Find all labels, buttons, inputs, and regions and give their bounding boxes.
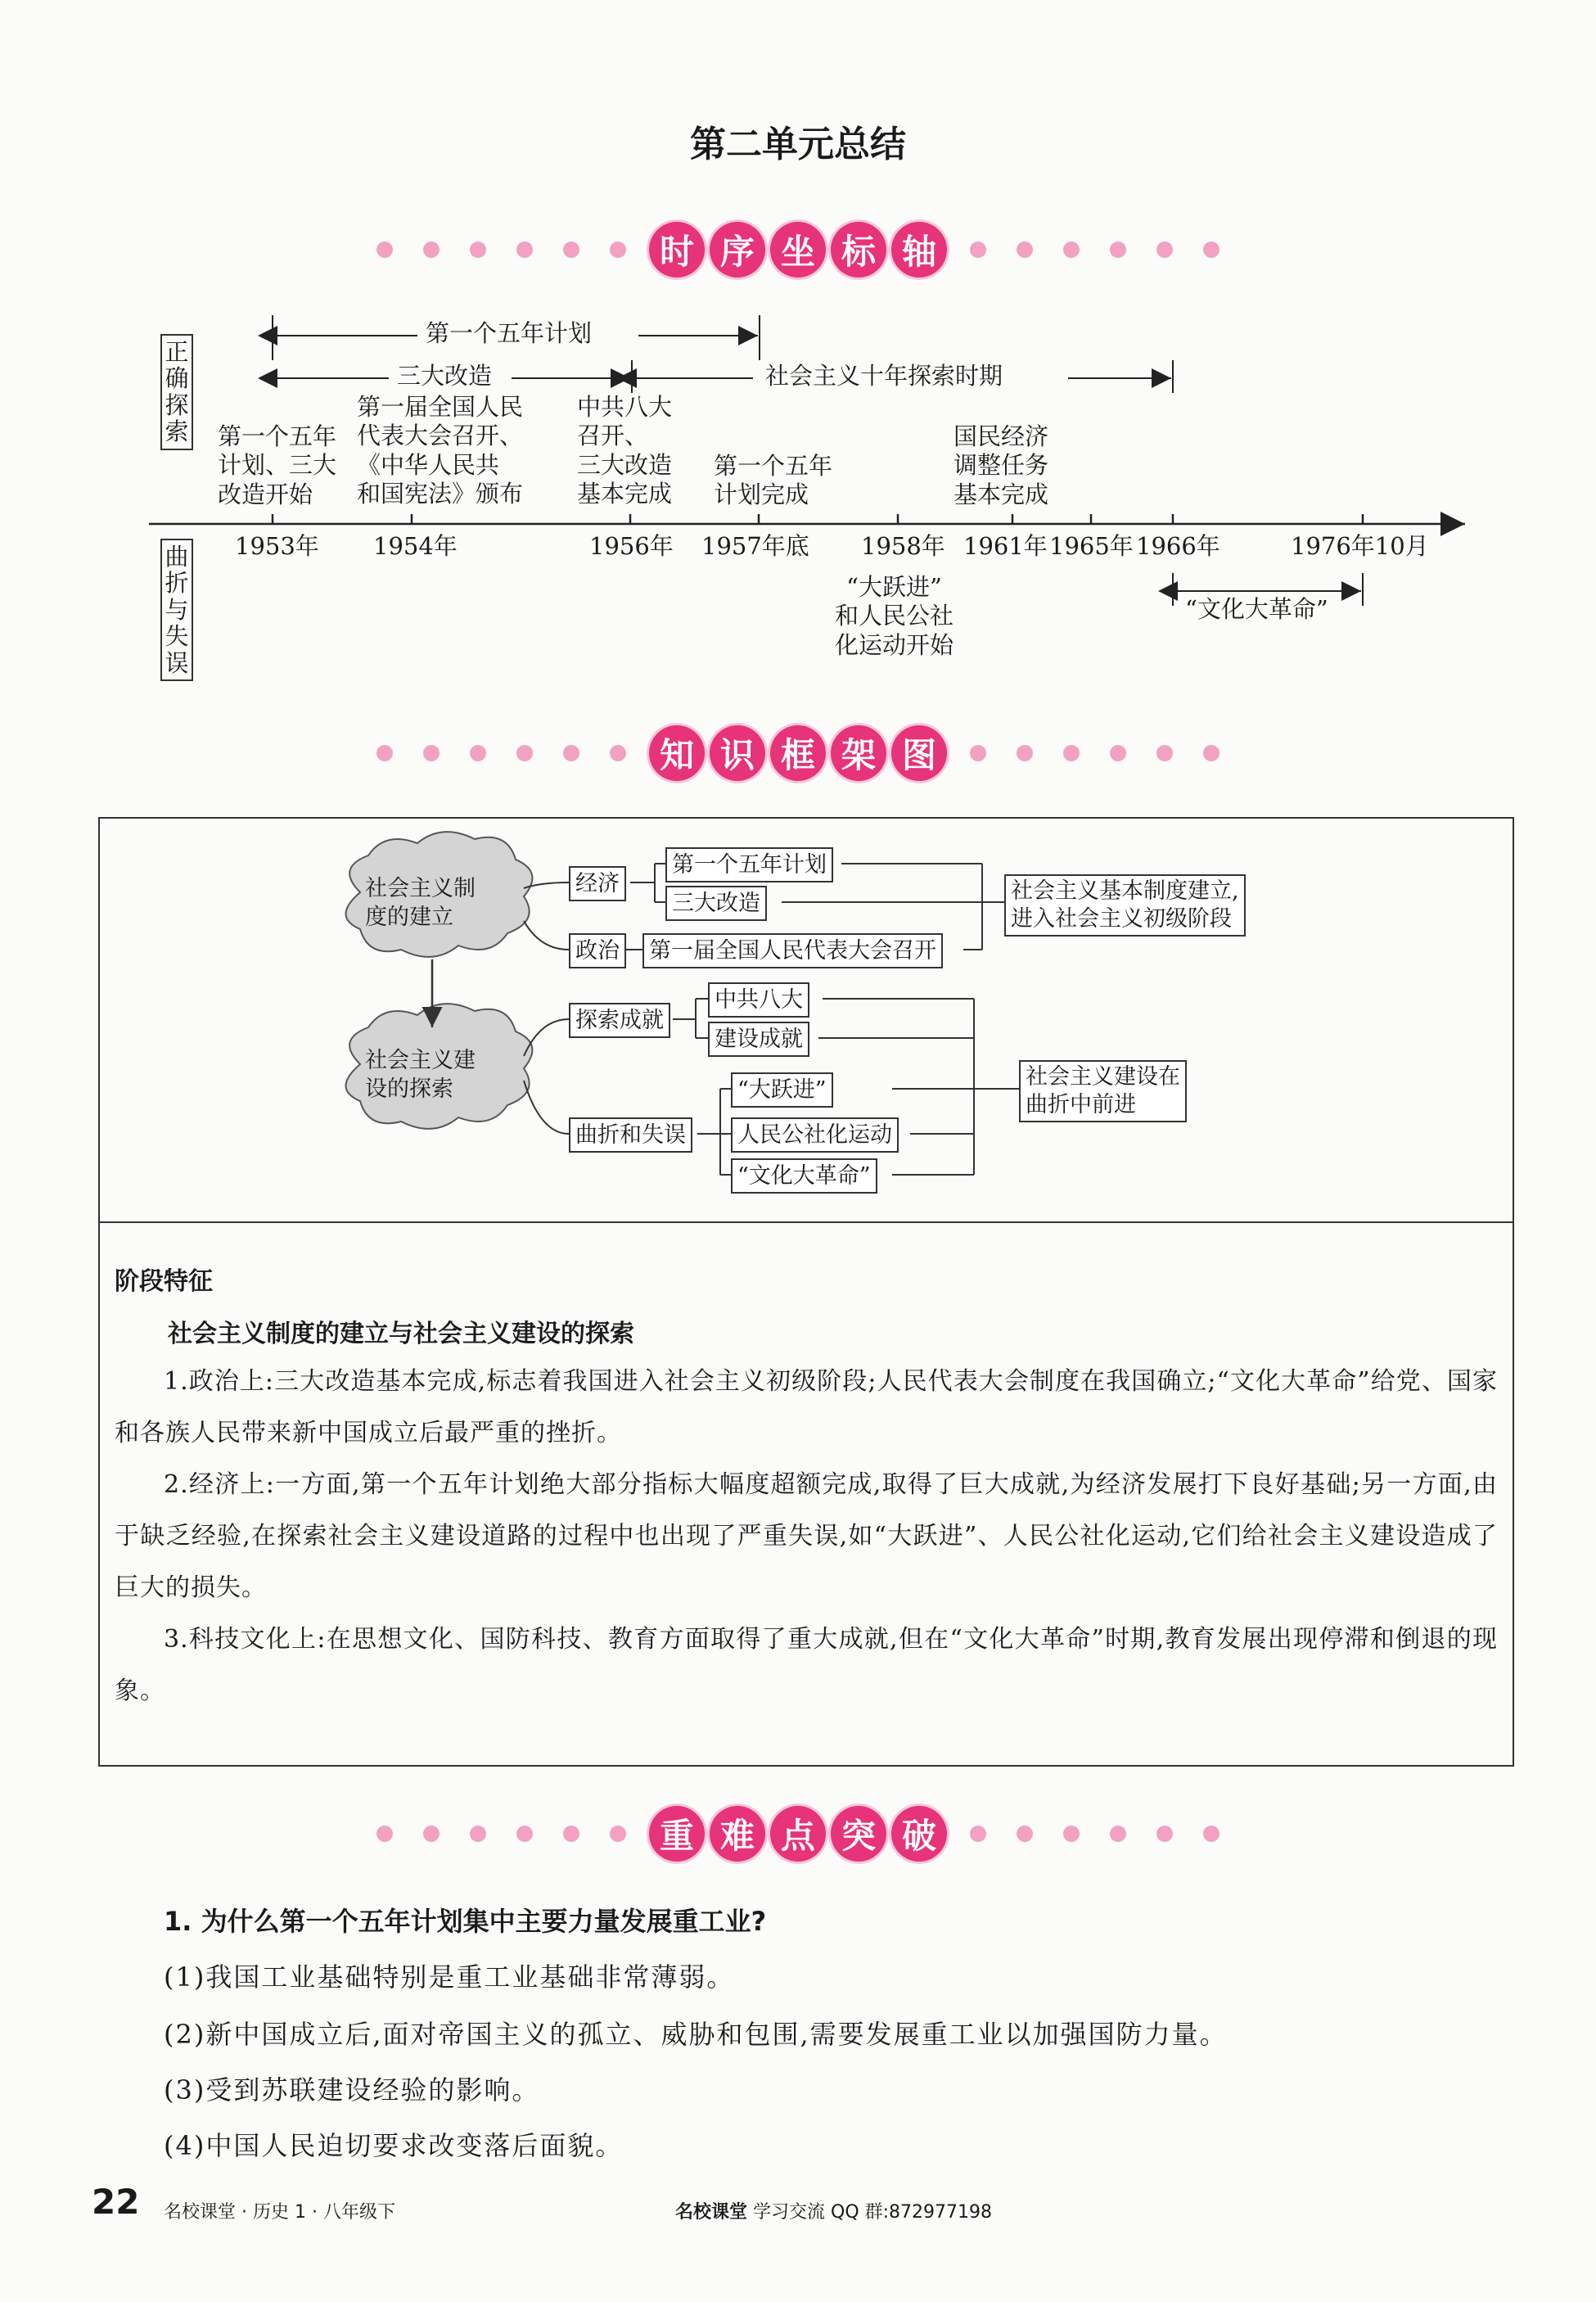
answer-item: (4)中国人民迫切要求改变落后面貌。: [164, 2130, 624, 2161]
box-commune: 人民公社化运动: [731, 1117, 899, 1153]
stage-point-economy: 2.经济上:一方面,第一个五年计划绝大部分指标大幅度超额完成,取得了巨大成就,为经济发展打下良好基础;另一方面,由于缺乏经验,在探索社会主义建设道路的过程中也出现了严重失误,如“大跃进”、人民公社化运动,它们给社会主义建设造成了巨大的损失。: [115, 1470, 1498, 1602]
event-1954: 第一届全国人民 代表大会召开、 《中华人民共 和国宪法》颁布: [357, 393, 524, 508]
stage-subheading: 社会主义制度的建立与社会主义建设的探索: [168, 1320, 634, 1348]
year-label: 1956年: [589, 532, 674, 560]
banner-char: 破: [891, 1806, 947, 1862]
box-twists-mistakes: 曲折和失误: [569, 1117, 692, 1153]
span-ten-year-exploration: 社会主义十年探索时期: [765, 362, 1003, 390]
banner-char: 序: [710, 222, 765, 278]
banner-char: 框: [770, 725, 826, 781]
question-1: 1. 为什么第一个五年计划集中主要力量发展重工业?: [164, 1906, 767, 1937]
banner-char: 轴: [891, 222, 947, 278]
event-1961: 国民经济 调整任务 基本完成: [954, 422, 1049, 508]
span-three-reforms: 三大改造: [397, 362, 493, 390]
box-economy: 经济: [569, 866, 626, 901]
footer-book: 名校课堂 · 历史 1 · 八年级下: [164, 2202, 395, 2223]
box-result-construction: 社会主义建设在 曲折中前进: [1019, 1060, 1187, 1122]
cloud-construction-exploration: 社会主义建设的探索: [365, 1048, 476, 1103]
label-twists-mistakes: 曲折与失误: [160, 539, 193, 681]
event-1958: “大跃进” 和人民公社 化运动开始: [835, 573, 954, 659]
event-1956: 中共八大 召开、 三大改造 基本完成: [577, 393, 673, 508]
banner-char: 重: [649, 1806, 705, 1862]
year-label: 1958年: [861, 532, 945, 560]
page-number: 22: [92, 2182, 140, 2222]
span-cultural-revolution: “文化大革命”: [1185, 595, 1328, 623]
year-label: 1965年: [1049, 532, 1134, 560]
banner-char: 坐: [770, 222, 826, 278]
label-correct-exploration: 正确探索: [160, 334, 193, 450]
banner-char: 突: [831, 1806, 886, 1862]
year-label: 1966年: [1136, 532, 1220, 560]
box-three-reforms: 三大改造: [665, 886, 767, 921]
span-five-year-plan: 第一个五年计划: [426, 319, 593, 347]
banner-char: 图: [891, 725, 947, 781]
box-explore-achievements: 探索成就: [569, 1003, 670, 1038]
cloud-institution-founding: 社会主义制度的建立: [365, 876, 476, 931]
banner-char: 标: [831, 222, 886, 278]
banner-char: 架: [831, 725, 886, 781]
box-eighth-congress: 中共八大: [708, 982, 809, 1018]
box-five-year-plan: 第一个五年计划: [665, 847, 833, 882]
year-label: 1961年: [963, 532, 1048, 560]
page-title: 第二单元总结: [690, 124, 906, 165]
footer-qq: 名校课堂 学习交流 QQ 群:872977198: [675, 2202, 993, 2223]
year-label: 1976年10月: [1291, 532, 1429, 560]
box-politics: 政治: [569, 933, 626, 968]
banner-char: 识: [710, 725, 765, 781]
year-label: 1957年底: [701, 532, 809, 560]
answer-item: (3)受到苏联建设经验的影响。: [164, 2074, 540, 2106]
box-npc: 第一届全国人民代表大会召开: [642, 933, 943, 968]
box-result-institution: 社会主义基本制度建立, 进入社会主义初级阶段: [1004, 874, 1246, 937]
banner-char: 知: [649, 725, 705, 781]
box-cultural-revolution: “文化大革命”: [731, 1158, 877, 1194]
year-label: 1953年: [235, 532, 319, 560]
stage-heading: 阶段特征: [115, 1267, 213, 1296]
box-great-leap: “大跃进”: [731, 1072, 833, 1108]
banner-char: 难: [710, 1806, 765, 1862]
banner-char: 时: [649, 222, 705, 278]
event-1953: 第一个五年 计划、三大 改造开始: [218, 422, 337, 508]
box-build-achievements: 建设成就: [708, 1022, 809, 1057]
answer-item: (2)新中国成立后,面对帝国主义的孤立、威胁和包围,需要发展重工业以加强国防力量。: [164, 2019, 1228, 2050]
banner-key-points: [0, 1801, 1596, 1866]
stage-point-politics: 1.政治上:三大改造基本完成,标志着我国进入社会主义初级阶段;人民代表大会制度在我国确立;“文化大革命”给党、国家和各族人民带来新中国成立后最严重的挫折。: [115, 1367, 1498, 1447]
event-1957: 第一个五年 计划完成: [714, 452, 833, 509]
banner-char: 点: [770, 1806, 826, 1862]
year-label: 1954年: [373, 532, 458, 560]
footer-brand: 名校课堂: [675, 2202, 748, 2223]
answer-item: (1)我国工业基础特别是重工业基础非常薄弱。: [164, 1961, 735, 1993]
stage-point-culture: 3.科技文化上:在思想文化、国防科技、教育方面取得了重大成就,但在“文化大革命”时期,教育发展出现停滞和倒退的现象。: [115, 1625, 1498, 1705]
